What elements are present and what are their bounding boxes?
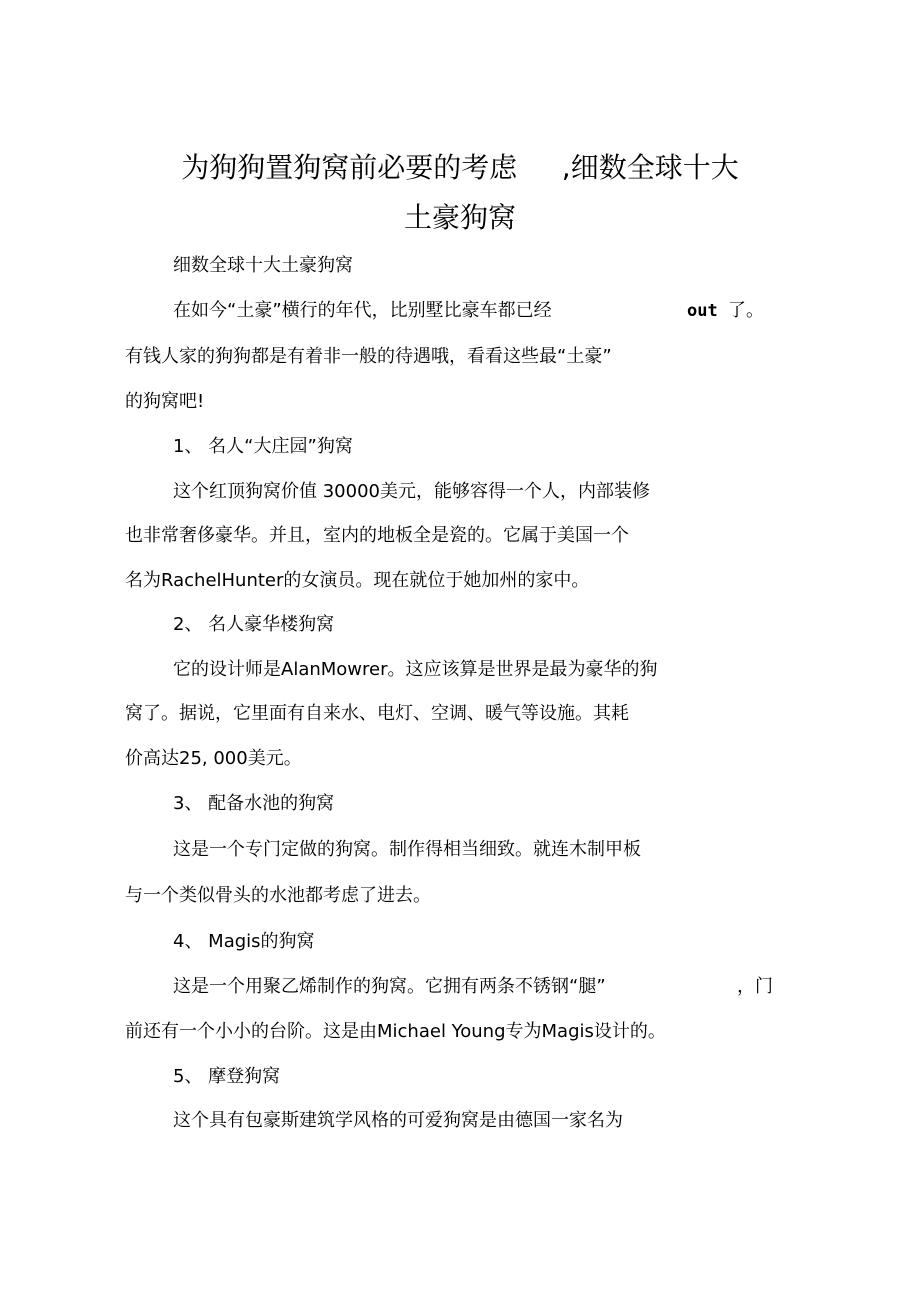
paragraph-line: 这个具有包豪斯建筑学风格的可爱狗窝是由德国一家名为 [173,1110,623,1131]
paragraph-line: 在如今“土豪”横行的年代，比别墅比豪车都已经 [173,300,552,321]
section-heading-5: 5、 摩登狗窝 [173,1066,281,1087]
paragraph-line: 价高达25, 000美元。 [125,748,302,769]
paragraph-line: 名为RachelHunter的女演员。现在就位于她加州的家中。 [125,570,590,591]
section-heading-4: 4、 Magis的狗窝 [173,931,315,952]
paragraph-line: 这是一个专门定做的狗窝。制作得相当细致。就连木制甲板 [173,839,641,860]
paragraph-line: 窝了。据说，它里面有自来水、电灯、空调、暖气等设施。其耗 [125,703,629,724]
section-heading-2: 2、 名人豪华楼狗窝 [173,614,335,635]
paragraph-line: 也非常奢侈豪华。并且，室内的地板全是瓷的。它属于美国一个 [125,525,629,546]
paragraph-line-end: 了。 [728,300,764,321]
paragraph-line: 前还有一个小小的台阶。这是由Michael Young专为Magis设计的。 [125,1021,666,1042]
paragraph-word-out: out [687,301,718,321]
paragraph-line-end: ，门 [737,976,773,997]
subtitle: 细数全球十大土豪狗窝 [173,255,353,276]
paragraph-line: 它的设计师是AlanMowrer。这应该算是世界是最为豪华的狗 [173,659,658,680]
paragraph-line: 这个红顶狗窝价值 30000美元，能够容得一个人，内部装修 [173,481,650,502]
document-title-line-1: 为狗狗置狗窝前必要的考虑 ,细数全球十大 [181,151,739,184]
paragraph-line: 的狗窝吧! [125,391,205,412]
paragraph-line: 有钱人家的狗狗都是有着非一般的待遇哦，看看这些最“土豪” [125,346,612,367]
paragraph-line: 这是一个用聚乙烯制作的狗窝。它拥有两条不锈钢“腿” [173,976,606,997]
section-heading-1: 1、 名人“大庄园”狗窝 [173,436,353,457]
document-title-line-2: 土豪狗窝 [403,201,516,234]
paragraph-line: 与一个类似骨头的水池都考虑了进去。 [125,885,431,906]
section-heading-3: 3、 配备水池的狗窝 [173,793,335,814]
